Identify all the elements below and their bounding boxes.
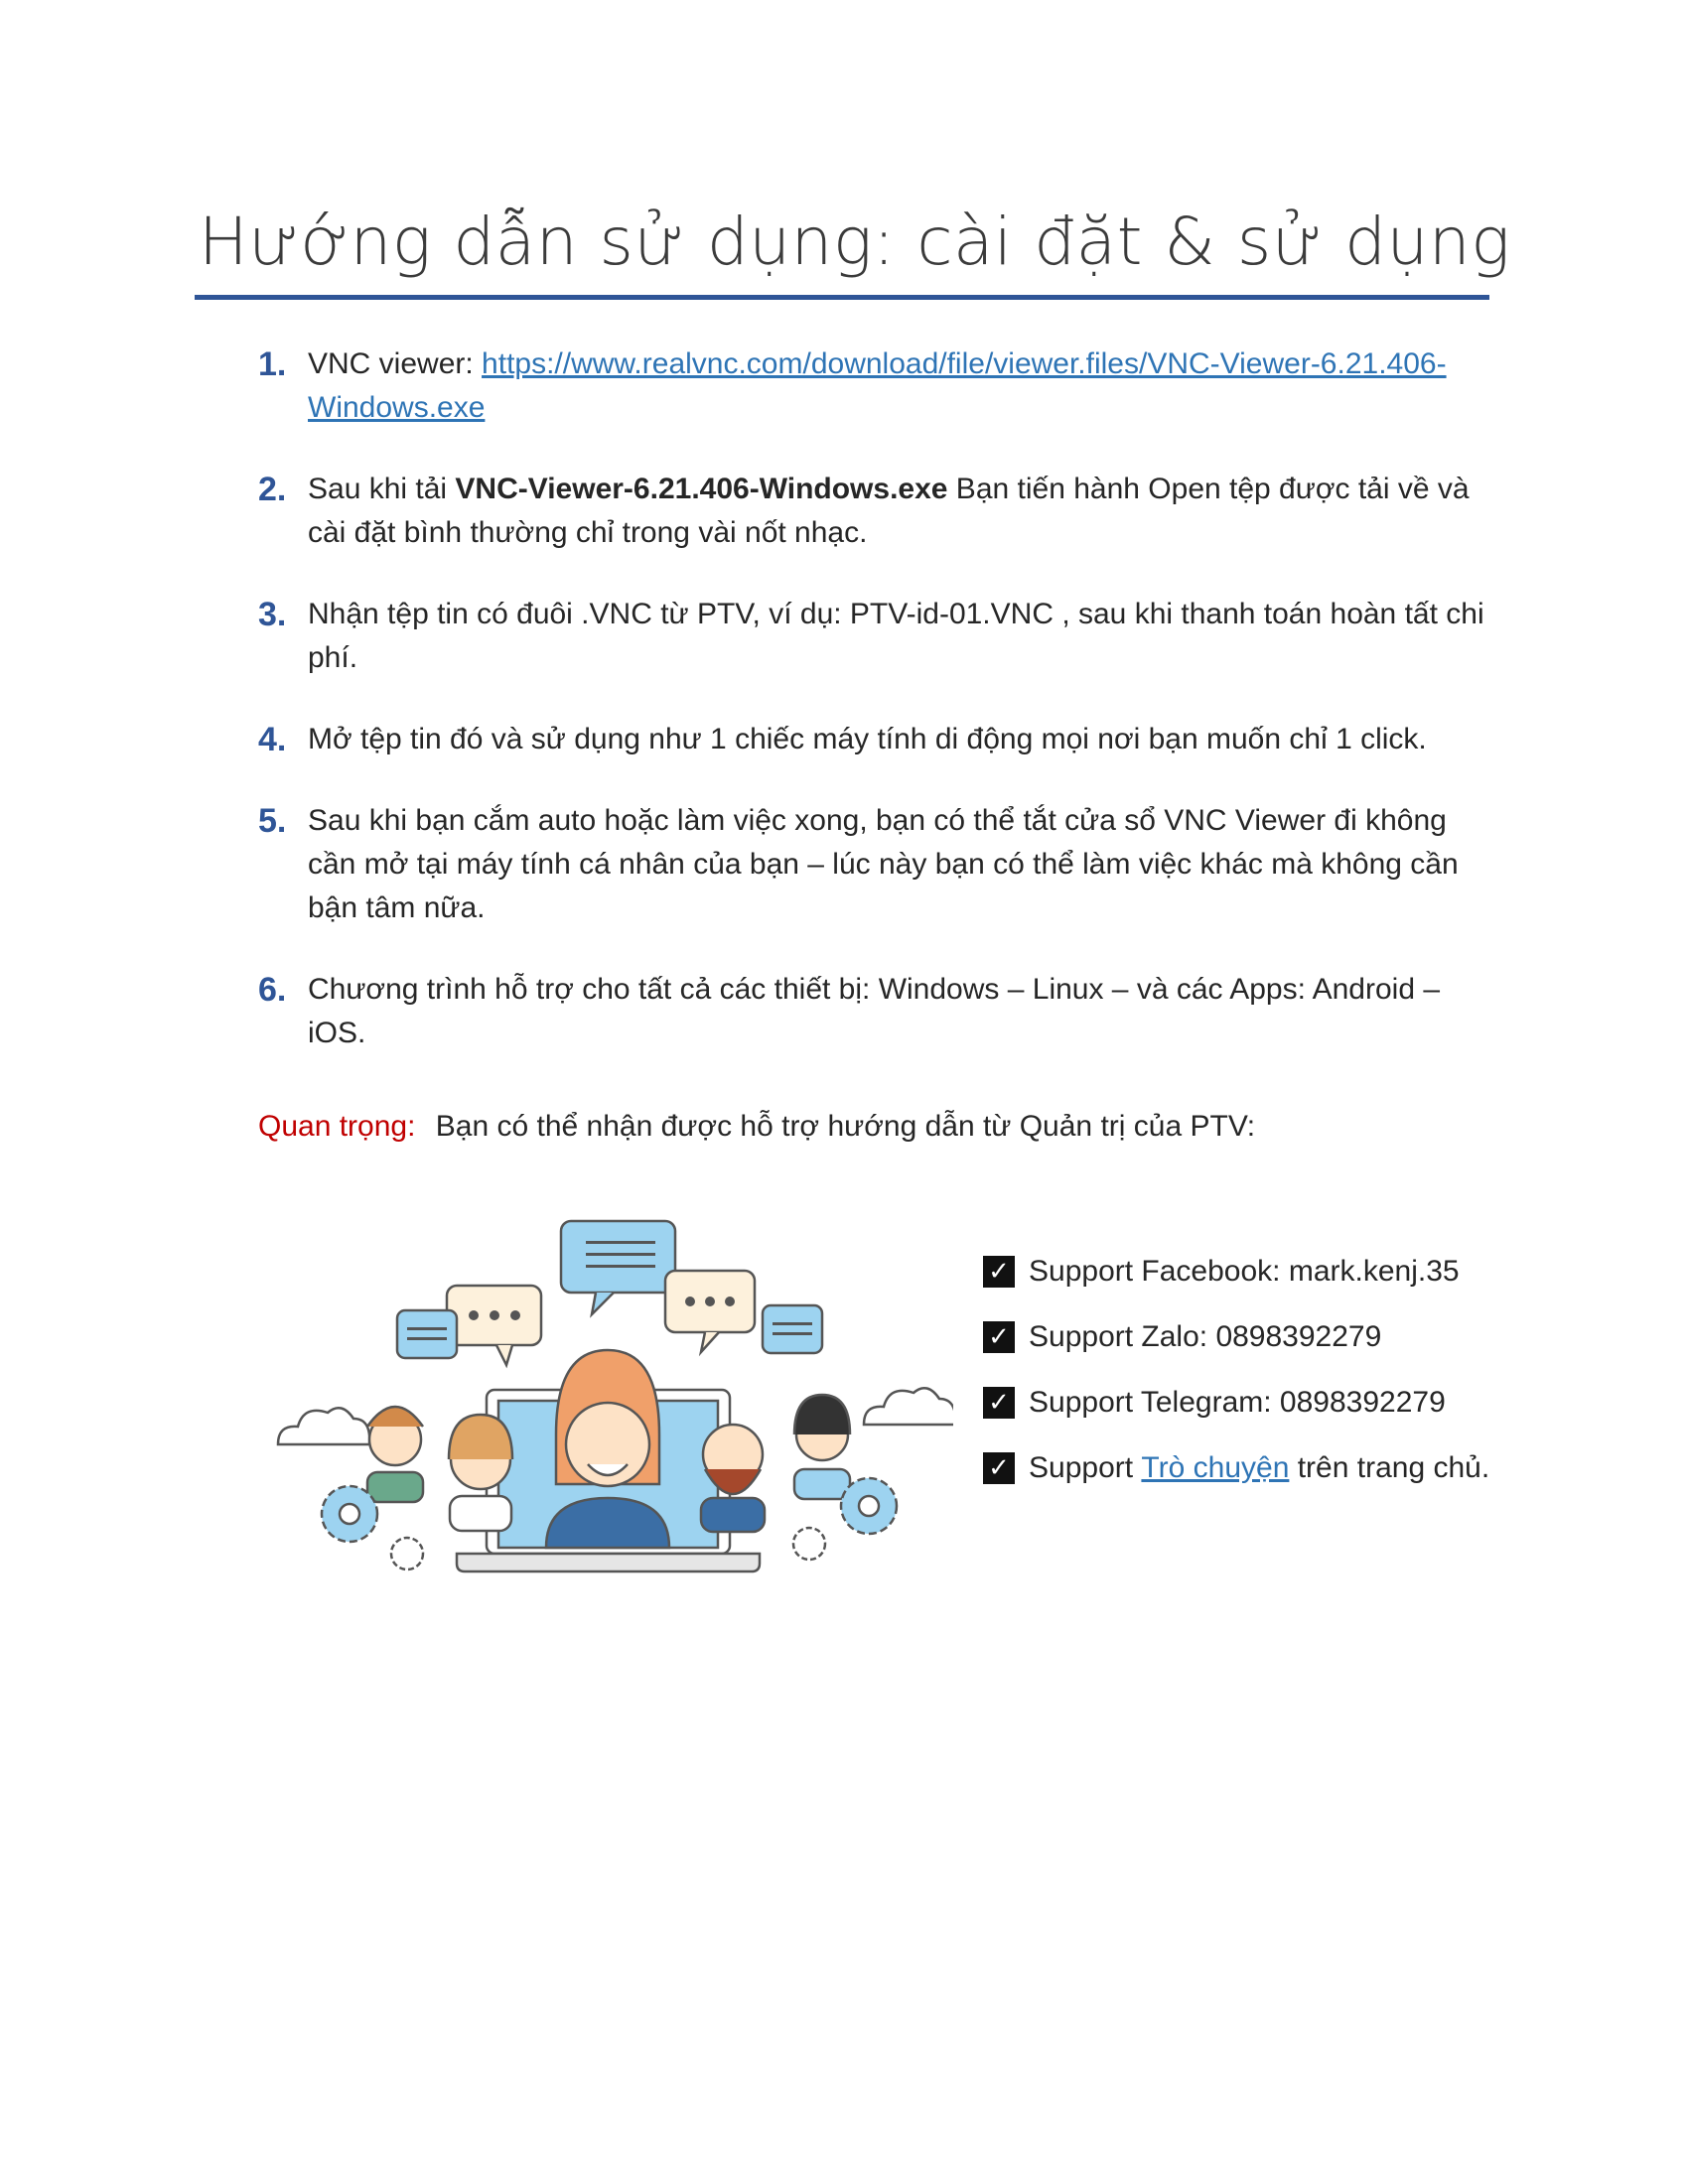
step-4: [258, 718, 1489, 761]
step-number: 1.: [258, 345, 287, 383]
support-text: Support Zalo: 0898392279: [1029, 1320, 1382, 1353]
support-text: Support: [1029, 1451, 1142, 1484]
support-contact-list: [983, 1239, 1489, 1501]
step-6: [258, 968, 1489, 1055]
step-text: Chương trình hỗ trợ cho tất cả các thiết bị: Windows – Linux – và các Apps: Android – iOS.: [308, 973, 1441, 1049]
checkbox-checked-icon: ✓: [983, 1452, 1015, 1484]
step-text: Nhận tệp tin có đuôi .VNC từ PTV, ví dụ: PTV-id-01.VNC , sau khi thanh toán hoàn tất chi phí.: [308, 598, 1484, 674]
support-text: Support Telegram: 0898392279: [1029, 1386, 1446, 1419]
step-2: [258, 468, 1489, 555]
support-item-zalo: [983, 1304, 1489, 1370]
step-text: VNC viewer:: [308, 347, 483, 380]
support-item-telegram: [983, 1370, 1489, 1435]
step-3: [258, 593, 1489, 680]
important-text: Bạn có thể nhận được hỗ trợ hướng dẫn từ Quản trị của PTV:: [435, 1110, 1256, 1143]
important-note: [258, 1110, 1255, 1144]
step-text: Mở tệp tin đó và sử dụng như 1 chiếc máy tính di động mọi nơi bạn muốn chỉ 1 click.: [308, 723, 1427, 755]
step-text-suffix: Bạn tiến hành Open tệp được tải về và cài đặt bình thường chỉ trong vài nốt nhạc.: [308, 473, 1470, 549]
page-title: Hướng dẫn sử dụng: cài đặt & sử dụng: [199, 204, 1511, 280]
step-number: 3.: [258, 596, 287, 633]
step-number: 4.: [258, 721, 287, 758]
support-text-suffix: trên trang chủ.: [1289, 1451, 1490, 1484]
file-name: VNC-Viewer-6.21.406-Windows.exe: [455, 473, 948, 505]
instruction-steps: [258, 342, 1489, 1093]
download-link[interactable]: https://www.realvnc.com/download/file/viewer.files/VNC-Viewer-6.21.406-Windows.exe: [308, 347, 1447, 424]
title-underline: [195, 295, 1489, 300]
checkbox-checked-icon: ✓: [983, 1387, 1015, 1419]
important-label: Quan trọng:: [258, 1110, 416, 1143]
step-number: 2.: [258, 471, 287, 508]
step-text: Sau khi bạn cắm auto hoặc làm việc xong, bạn có thể tắt cửa sổ VNC Viewer đi không cần mở tại máy tính cá nhân của bạn – lúc này bạn có thể làm việc khác mà không cần bận tâm nữa.: [308, 804, 1459, 924]
checkbox-checked-icon: ✓: [983, 1321, 1015, 1353]
support-item-facebook: [983, 1239, 1489, 1304]
chat-link[interactable]: Trò chuyện: [1141, 1451, 1290, 1484]
checkbox-checked-icon: ✓: [983, 1256, 1015, 1288]
support-item-chat: [983, 1435, 1489, 1501]
customer-support-team-illustration: [268, 1216, 953, 1583]
support-text: Support Facebook: mark.kenj.35: [1029, 1255, 1460, 1288]
step-number: 5.: [258, 802, 287, 840]
step-number: 6.: [258, 971, 287, 1009]
step-1: [258, 342, 1489, 430]
step-5: [258, 799, 1489, 930]
step-text: Sau khi tải: [308, 473, 456, 505]
